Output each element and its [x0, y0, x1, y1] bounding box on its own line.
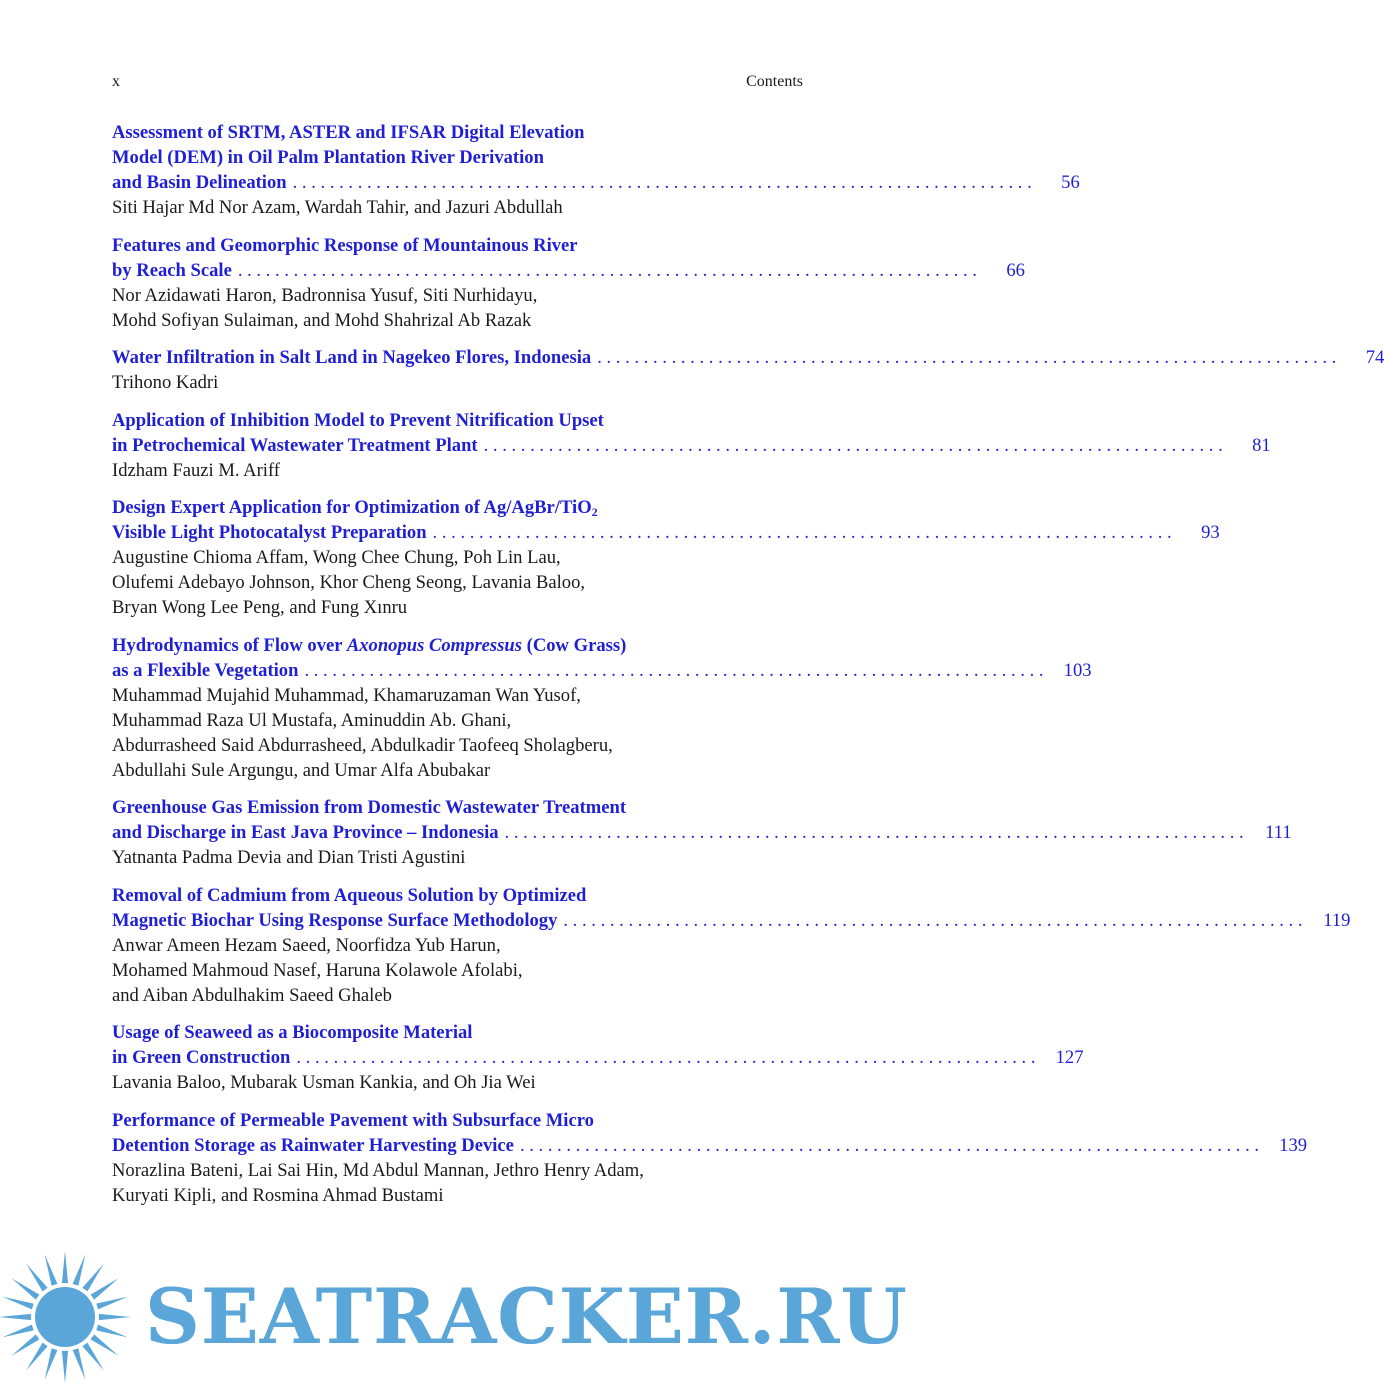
- entry-title-text[interactable]: in Green Construction: [112, 1047, 291, 1068]
- page-header: [112, 73, 803, 95]
- entry-title-text[interactable]: Visible Light Photocatalyst Preparation: [112, 522, 427, 543]
- entry-title-line[interactable]: Usage of Seaweed as a Biocomposite Material: [112, 1022, 473, 1043]
- toc-entry: [112, 408, 1271, 483]
- entry-title-text[interactable]: and Discharge in East Java Province – Indonesia: [112, 822, 499, 843]
- entry-authors: and Aiban Abdulhakim Saeed Ghaleb: [112, 984, 392, 1006]
- toc-entry: [112, 120, 1080, 220]
- entry-title-last-line[interactable]: [112, 1133, 1308, 1158]
- entry-title-subscript: 2: [591, 505, 598, 519]
- entry-authors: Lavania Baloo, Mubarak Usman Kankia, and Oh Jia Wei: [112, 1072, 536, 1093]
- entry-page-number[interactable]: 56: [1061, 172, 1080, 193]
- entry-title-line[interactable]: Greenhouse Gas Emission from Domestic Wastewater Treatment: [112, 797, 627, 818]
- entry-title-line[interactable]: Features and Geomorphic Response of Mountainous River: [112, 234, 578, 256]
- dot-leader: . . . . . . . . . . . . . . . . . . . . . . . . . . . . . . . . . . . . . . . . . . . . . . . . . . . . . . . . . . . . . . . . . . . . . . . . . . . . . . . .: [296, 1047, 1036, 1068]
- entry-authors: Abdullahi Sule Argungu, and Umar Alfa Abubakar: [112, 759, 491, 781]
- entry-authors: Nor Azidawati Haron, Badronnisa Yusuf, Siti Nurhidayu,: [112, 284, 538, 306]
- entry-title-line[interactable]: Performance of Permeable Pavement with Subsurface Micro: [112, 1109, 594, 1131]
- toc-entry: [112, 883, 1351, 1008]
- table-of-contents: [112, 120, 1384, 1220]
- entry-title-text[interactable]: Design Expert Application for Optimization of Ag/AgBr/TiO: [112, 497, 592, 518]
- entry-title-line[interactable]: Assessment of SRTM, ASTER and IFSAR Digital Elevation: [112, 122, 585, 143]
- entry-title-italic[interactable]: Axonopus Compressus: [346, 634, 522, 656]
- entry-title-text[interactable]: Detention Storage as Rainwater Harvesting Device: [112, 1134, 514, 1156]
- entry-title-line[interactable]: [112, 633, 803, 658]
- entry-page-number[interactable]: 127: [1055, 1047, 1084, 1068]
- entry-page-number[interactable]: 111: [1265, 822, 1292, 843]
- entry-page-number[interactable]: 74: [1365, 347, 1384, 368]
- entry-title-last-line[interactable]: [112, 170, 1080, 195]
- dot-leader: . . . . . . . . . . . . . . . . . . . . . . . . . . . . . . . . . . . . . . . . . . . . . . . . . . . . . . . . . . . . . . . . . . . . . . . . . . . . . . . .: [563, 909, 1303, 931]
- entry-title-text[interactable]: Water Infiltration in Salt Land in Nagekeo Flores, Indonesia: [112, 347, 592, 368]
- entry-authors: Mohd Sofiyan Sulaiman, and Mohd Shahrizal Ab Razak: [112, 309, 532, 331]
- entry-title-text[interactable]: Hydrodynamics of Flow over: [112, 634, 347, 656]
- dot-leader: . . . . . . . . . . . . . . . . . . . . . . . . . . . . . . . . . . . . . . . . . . . . . . . . . . . . . . . . . . . . . . . . . . . . . . . . . . . . . . . .: [597, 347, 1337, 368]
- entry-title-last-line[interactable]: [112, 520, 1220, 545]
- toc-entry: [112, 633, 1092, 783]
- entry-title-text[interactable]: Magnetic Biochar Using Response Surface Methodology: [112, 909, 558, 931]
- dot-leader: . . . . . . . . . . . . . . . . . . . . . . . . . . . . . . . . . . . . . . . . . . . . . . . . . . . . . . . . . . . . . . . . . . . . . . . . . . . . . . . .: [483, 434, 1223, 456]
- entry-title-text[interactable]: as a Flexible Vegetation: [112, 659, 299, 681]
- entry-title-last-line[interactable]: [112, 658, 1092, 683]
- dot-leader: . . . . . . . . . . . . . . . . . . . . . . . . . . . . . . . . . . . . . . . . . . . . . . . . . . . . . . . . . . . . . . . . . . . . . . . . . . . . . . . .: [292, 172, 1032, 193]
- toc-entry: [112, 1108, 1308, 1208]
- entry-authors: Muhammad Mujahid Muhammad, Khamaruzaman Wan Yusof,: [112, 684, 581, 706]
- entry-page-number[interactable]: 119: [1323, 909, 1351, 931]
- page-number: x: [112, 73, 120, 90]
- entry-title-text[interactable]: by Reach Scale: [112, 259, 232, 281]
- toc-entry: [112, 233, 1025, 333]
- dot-leader: . . . . . . . . . . . . . . . . . . . . . . . . . . . . . . . . . . . . . . . . . . . . . . . . . . . . . . . . . . . . . . . . . . . . . . . . . . . . . . . .: [432, 522, 1172, 543]
- toc-entry: [112, 795, 1292, 870]
- watermark-sun-icon: [0, 1250, 150, 1388]
- entry-page-number[interactable]: 81: [1252, 434, 1271, 456]
- entry-title-line[interactable]: [112, 495, 803, 520]
- toc-entry: [112, 495, 1220, 620]
- toc-entry: [112, 1020, 1084, 1095]
- entry-authors: Norazlina Bateni, Lai Sai Hin, Md Abdul Mannan, Jethro Henry Adam,: [112, 1159, 644, 1181]
- entry-title-text[interactable]: in Petrochemical Wastewater Treatment Plant: [112, 434, 478, 456]
- entry-title-last-line[interactable]: [112, 345, 1384, 370]
- entry-authors: Bryan Wong Lee Peng, and Fung Xınru: [112, 597, 408, 618]
- running-head: Contents: [746, 73, 803, 90]
- entry-title-last-line[interactable]: [112, 1045, 1084, 1070]
- entry-authors: Trihono Kadri: [112, 372, 219, 393]
- entry-title-text[interactable]: (Cow Grass): [521, 634, 627, 656]
- entry-authors: Yatnanta Padma Devia and Dian Tristi Agustini: [112, 847, 466, 868]
- entry-title-last-line[interactable]: [112, 908, 1351, 933]
- entry-page-number[interactable]: 103: [1063, 659, 1092, 681]
- entry-title-line[interactable]: Removal of Cadmium from Aqueous Solution by Optimized: [112, 884, 587, 906]
- entry-authors: Mohamed Mahmoud Nasef, Haruna Kolawole Afolabi,: [112, 959, 523, 981]
- entry-authors: Muhammad Raza Ul Mustafa, Aminuddin Ab. Ghani,: [112, 709, 512, 731]
- entry-title-last-line[interactable]: [112, 258, 1025, 283]
- entry-authors: Abdurrasheed Said Abdurrasheed, Abdulkadir Taofeeq Sholagberu,: [112, 734, 613, 756]
- entry-title-line[interactable]: Model (DEM) in Oil Palm Plantation River Derivation: [112, 147, 544, 168]
- entry-authors: Kuryati Kipli, and Rosmina Ahmad Bustami: [112, 1184, 444, 1206]
- entry-title-last-line[interactable]: [112, 820, 1292, 845]
- dot-leader: . . . . . . . . . . . . . . . . . . . . . . . . . . . . . . . . . . . . . . . . . . . . . . . . . . . . . . . . . . . . . . . . . . . . . . . . . . . . . . . .: [237, 259, 977, 281]
- watermark-text: SEATRACKER.RU: [145, 1272, 908, 1361]
- entry-page-number[interactable]: 139: [1279, 1134, 1308, 1156]
- dot-leader: . . . . . . . . . . . . . . . . . . . . . . . . . . . . . . . . . . . . . . . . . . . . . . . . . . . . . . . . . . . . . . . . . . . . . . . . . . . . . . . .: [304, 659, 1044, 681]
- entry-authors: Anwar Ameen Hezam Saeed, Noorfidza Yub Harun,: [112, 934, 501, 956]
- entry-authors: Idzham Fauzi M. Ariff: [112, 459, 280, 481]
- entry-title-line[interactable]: Application of Inhibition Model to Prevent Nitrification Upset: [112, 409, 604, 431]
- dot-leader: . . . . . . . . . . . . . . . . . . . . . . . . . . . . . . . . . . . . . . . . . . . . . . . . . . . . . . . . . . . . . . . . . . . . . . . . . . . . . . . .: [519, 1134, 1260, 1156]
- toc-entry: [112, 345, 1384, 395]
- entry-page-number[interactable]: 93: [1201, 522, 1220, 543]
- entry-authors: Siti Hajar Md Nor Azam, Wardah Tahir, and Jazuri Abdullah: [112, 197, 563, 218]
- entry-authors: Olufemi Adebayo Johnson, Khor Cheng Seong, Lavania Baloo,: [112, 572, 586, 593]
- entry-title-last-line[interactable]: [112, 433, 1271, 458]
- entry-page-number[interactable]: 66: [1006, 259, 1025, 281]
- dot-leader: . . . . . . . . . . . . . . . . . . . . . . . . . . . . . . . . . . . . . . . . . . . . . . . . . . . . . . . . . . . . . . . . . . . . . . . . . . . . . . . .: [504, 822, 1244, 843]
- entry-title-text[interactable]: and Basin Delineation: [112, 172, 287, 193]
- entry-authors: Augustine Chioma Affam, Wong Chee Chung, Poh Lin Lau,: [112, 547, 561, 568]
